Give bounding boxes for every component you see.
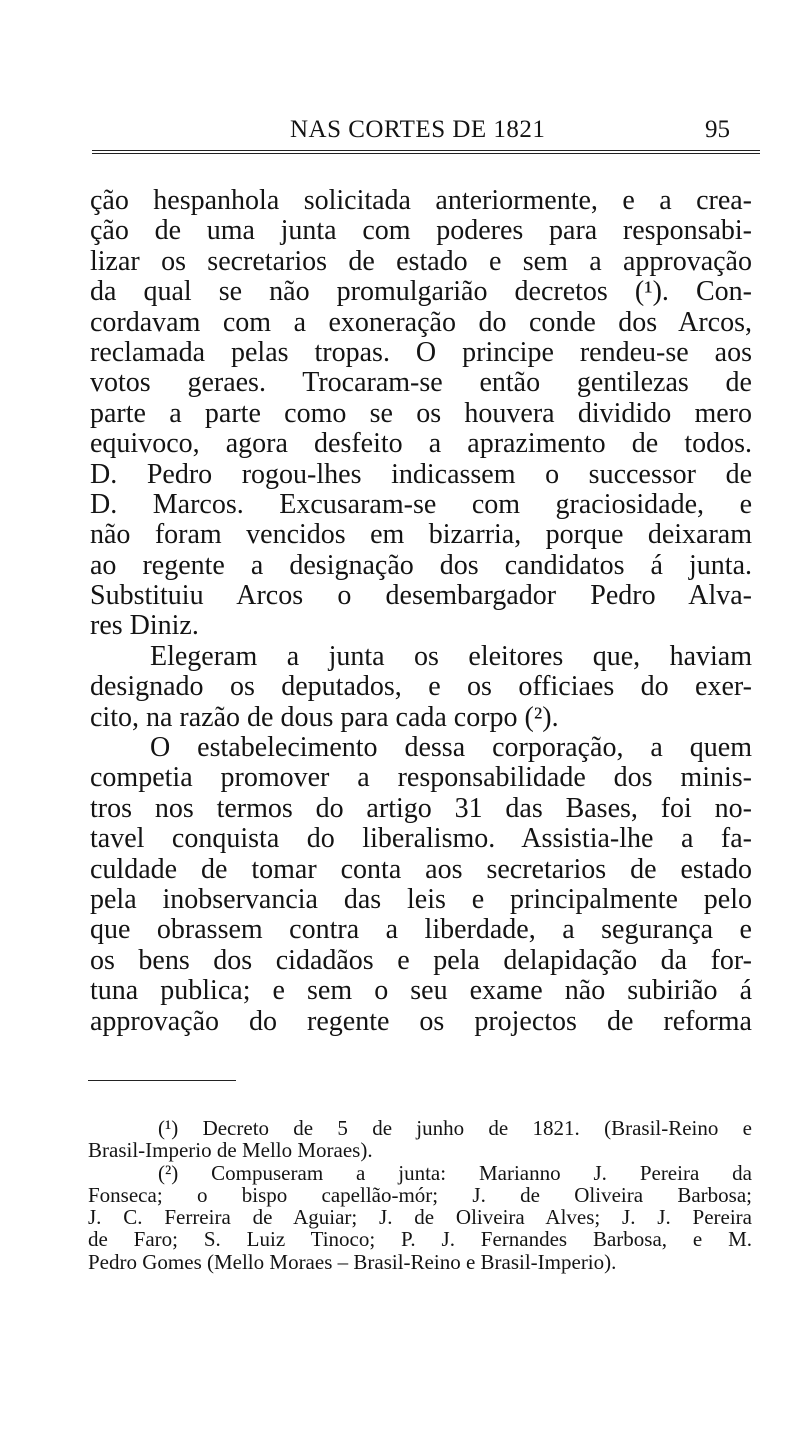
text-line: cito, na razão de dous para cada corpo (²). [90,701,559,733]
text-line: pela inobservancia das leis e principalmente pelo [90,883,752,915]
text-line: tuna publica; e sem o seu exame não subirião á [90,975,752,1007]
header-rule [92,150,760,154]
footnote-line: Pedro Gomes (Mello Moraes – Brasil-Reino e Brasil-Imperio). [88,1249,617,1274]
text-line: cordavam com a exoneração do conde dos Arcos, [90,306,752,338]
page-header [90,116,752,148]
text-line: ção de uma junta com poderes para responsabi- [90,215,752,247]
footnotes [88,1117,752,1273]
text-line: ção hespanhola solicitada anteriormente, e a crea- [90,185,752,216]
text-line: equivoco, agora desfeito a aprazimento de todos. [90,428,752,460]
text-line: os bens dos cidadãos e pela delapidação da for- [90,944,752,976]
text-line: que obrassem contra a liberdade, a segurança e [90,914,752,946]
text-line: tavel conquista do liberalismo. Assistia-lhe a fa- [90,823,752,855]
text-line: Elegeram a junta os eleitores que, haviam [150,640,752,672]
text-line: da qual se não promulgarião decretos (¹). Con- [90,276,752,308]
text-line: D. Marcos. Excusaram-se com graciosidade, e [90,488,752,520]
text-line: ao regente a designação dos candidatos á junta. [90,549,752,581]
text-line: O estabelecimento dessa corporação, a quem [150,732,752,764]
footnote-line: J. C. Ferreira de Aguiar; J. de Oliveira Alves; J. J. Pereira [88,1205,752,1230]
footnote-line: Fonseca; o bispo capellão-mór; J. de Oliveira Barbosa; [88,1182,752,1207]
text-line: D. Pedro rogou-lhes indicassem o successor de [90,458,752,490]
text-line: res Diniz. [90,610,199,642]
text-line: competia promover a responsabilidade dos minis- [90,762,752,794]
footnote-line: Brasil-Imperio de Mello Moraes). [88,1138,373,1163]
text-line: Substituiu Arcos o desembargador Pedro Alva- [90,580,752,612]
text-line: lizar os secretarios de estado e sem a approvação [90,245,752,277]
footnote-line: (¹) Decreto de 5 de junho de 1821. (Brasil-Reino e [158,1116,752,1140]
text-line: votos geraes. Trocaram-se então gentilezas de [90,367,752,399]
text-line: approvação do regente os projectos de reforma [90,1005,752,1037]
footnote-rule [88,1080,236,1081]
footnote-line: (²) Compuseram a junta: Marianno J. Pereira da [158,1160,752,1185]
text-line: não foram vencidos em bizarria, porque deixaram [90,519,752,551]
text-line: culdade de tomar conta aos secretarios de estado [90,853,752,885]
page-number: 95 [705,116,730,143]
body-text [90,186,752,1037]
text-line: tros nos termos do artigo 31 das Bases, foi no- [90,792,752,824]
text-line: reclamada pelas tropas. O principe rendeu-se aos [90,336,752,368]
footnote-line: de Faro; S. Luiz Tinoco; P. J. Fernandes Barbosa, e M. [88,1227,752,1252]
text-line: parte a parte como se os houvera dividido mero [90,397,752,429]
running-title: NAS CORTES DE 1821 [290,116,546,143]
text-line: designado os deputados, e os officiaes do exer- [90,671,752,703]
